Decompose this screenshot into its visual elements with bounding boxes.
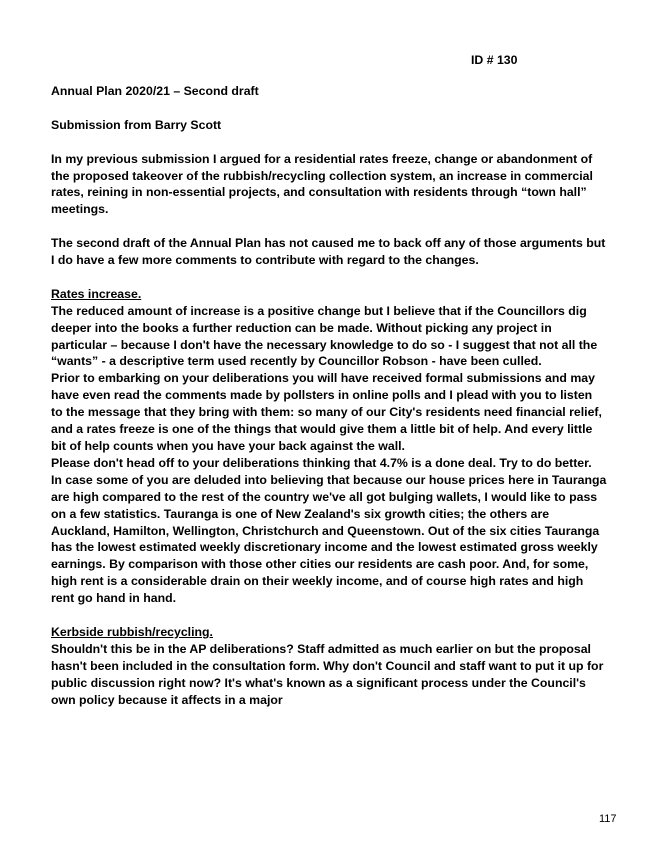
section-heading-rates-increase: Rates increase.	[51, 286, 142, 301]
document-body	[51, 83, 607, 708]
document-id: ID # 130	[471, 53, 518, 67]
submission-author: Submission from Barry Scott	[51, 117, 222, 132]
body-paragraph: Shouldn't this be in the AP deliberations? Staff admitted as much earlier on but the proposal hasn't been included in the consultation form. Why don't Council and staff want to put it up for public discussion right now? It's what's known as a significant process under the Council's own policy because it affects in a major	[51, 641, 604, 707]
body-paragraph: In case some of you are deluded into believing that because our house prices here in Tauranga are high compared to the rest of the country we've all got bulging wallets, I would like to pass on a few statistics. Tauranga is one of New Zealand's six growth cities; the others are Auckland, Hamilton, Wellington, Christchurch and Queenstown. Out of the six cities Tauranga has the lowest estimated weekly discretionary income and the lowest estimated gross weekly earnings. By comparison with those other cities our residents are cash poor. And, for some, high rent is a considerable drain on their weekly income, and of course high rates and high rent go hand in hand.	[51, 472, 607, 606]
intro-paragraph: The second draft of the Annual Plan has not caused me to back off any of those arguments but I do have a few more comments to contribute with regard to the changes.	[51, 236, 606, 268]
body-paragraph: Prior to embarking on your deliberations you will have received formal submissions and may have even read the comments made by pollsters in online polls and I plead with you to listen to the message that they bring with them: so many of our City's residents need financial relief, and a rates freeze is one of the things that would give them a little bit of help. And every little bit of help counts when you have your back against the wall.	[51, 371, 602, 453]
body-paragraph: The reduced amount of increase is a positive change but I believe that if the Councillors dig deeper into the books a further reduction can be made. Without picking any project in particular – because I don't have the necessary knowledge to do so - I suggest that not all the “wants” - a descriptive term used recently by Councillor Robson - have been culled.	[51, 303, 598, 369]
section-heading-kerbside-rubbish: Kerbside rubbish/recycling.	[51, 624, 213, 639]
body-paragraph: Please don't head off to your deliberations thinking that 4.7% is a done deal. Try to do better.	[51, 455, 592, 470]
page-number: 117	[599, 813, 617, 825]
intro-paragraph: In my previous submission I argued for a residential rates freeze, change or abandonment of the proposed takeover of the rubbish/recycling collection system, an increase in commercial rates, reining in non-essential projects, and consultation with residents through “town hall” meetings.	[51, 151, 593, 217]
document-title: Annual Plan 2020/21 – Second draft	[51, 84, 259, 98]
